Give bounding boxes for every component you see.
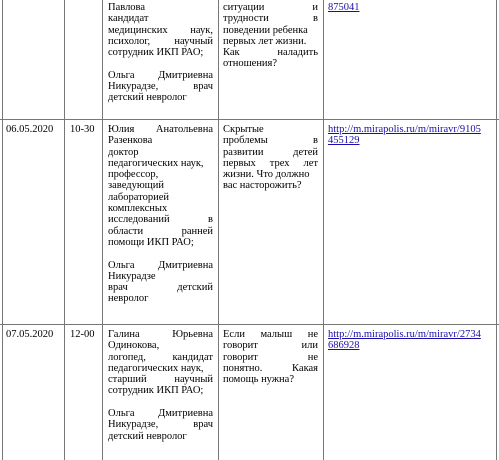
topic-line: жизни. Что должно [223,169,310,181]
time-cell: 12-00 [70,329,95,340]
topic-line: поведении ребенка [223,24,308,36]
speaker-line: старший научный [108,374,213,386]
column-divider [102,0,103,460]
column-divider [218,0,219,460]
speaker-line: Павлова [108,2,146,13]
speaker-line: врач детский [108,282,213,294]
speaker-line: Никурадзе, врач [108,419,213,431]
speaker-line: медицинских наук, [108,24,213,36]
speaker-line: комплексных [108,203,168,215]
topic-line: первых лет жизни. [223,35,307,47]
speaker-cell [108,124,213,305]
speaker-line: Ольга Дмитриевна [108,408,213,420]
link-line: 686928 [328,340,360,352]
speaker-line: Разенкова [108,135,153,147]
topic-line: первых трех лет [223,157,318,169]
table-border-left [2,0,3,460]
speaker-cell [108,329,213,442]
topic-line: Скрытые [223,124,264,135]
topic-line: понятно. Какая [223,362,318,374]
topic-cell [223,329,318,385]
speaker-line: педагогических наук, [108,362,204,374]
topic-cell [223,124,318,192]
link-cell [328,124,494,147]
speaker-line: Никурадзе, врач [108,81,213,93]
speaker-line: лабораторией [108,191,169,203]
speaker-line: детский невролог [108,430,187,442]
speaker-line: невролог [108,293,149,305]
speaker-line: детский невролог [108,92,187,104]
speaker-line: Галина Юрьевна [108,329,213,340]
speaker-line: области ранней [108,225,213,237]
speaker-line: психолог, научный [108,35,213,47]
topic-line: отношения? [223,58,278,70]
column-divider [323,0,324,460]
table-border-right [496,0,497,460]
link-cell [328,2,492,13]
topic-line: ситуации и [223,2,318,13]
speaker-cell [108,2,213,104]
topic-line: проблемы в [223,135,318,147]
speaker-line: Ольга Дмитриевна [108,69,213,81]
speaker-line: логопед, кандидат [108,351,213,363]
topic-line: Как наладить [223,47,318,59]
row-divider [0,324,499,325]
webinar-link[interactable] [328,329,494,352]
speaker-line: сотрудник ИКП РАО; [108,385,204,397]
time-cell: 10-30 [70,124,95,135]
speaker-line: Ольга Дмитриевна [108,259,213,271]
speaker-line: педагогических наук, [108,157,204,169]
row-divider [0,119,499,120]
topic-cell [223,2,318,70]
column-divider [64,0,65,460]
speaker-line: кандидат [108,13,149,25]
speaker-line: доктор [108,146,139,158]
topic-line: говорит не [223,351,318,363]
topic-line: вас насторожить? [223,180,302,192]
link-line: 455129 [328,135,360,147]
speaker-line: Юлия Анатольевна [108,124,213,135]
link-cell [328,329,494,352]
topic-line: трудности в [223,13,318,25]
topic-line: помощь нужна? [223,374,294,386]
link-line: http://m.mirapolis.ru/m/miravr/2734 [328,329,481,340]
topic-line: говорит или [223,340,318,352]
webinar-link[interactable] [328,124,494,147]
date-cell: 07.05.2020 [6,329,54,340]
speaker-line: профессор, [108,169,159,181]
speaker-line: помощи ИКП РАО; [108,236,194,248]
topic-line: Если малыш не [223,329,318,340]
speaker-line: исследований в [108,214,213,226]
speaker-line: Одинокова, [108,340,160,352]
speaker-line: Никурадзе [108,270,156,282]
speaker-line: заведующий [108,180,164,192]
speaker-line: сотрудник ИКП РАО; [108,47,204,59]
webinar-link[interactable]: 875041 [328,2,360,13]
date-cell: 06.05.2020 [6,124,54,135]
topic-line: развитии детей [223,146,318,158]
link-line: http://m.mirapolis.ru/m/miravr/9105 [328,124,481,135]
